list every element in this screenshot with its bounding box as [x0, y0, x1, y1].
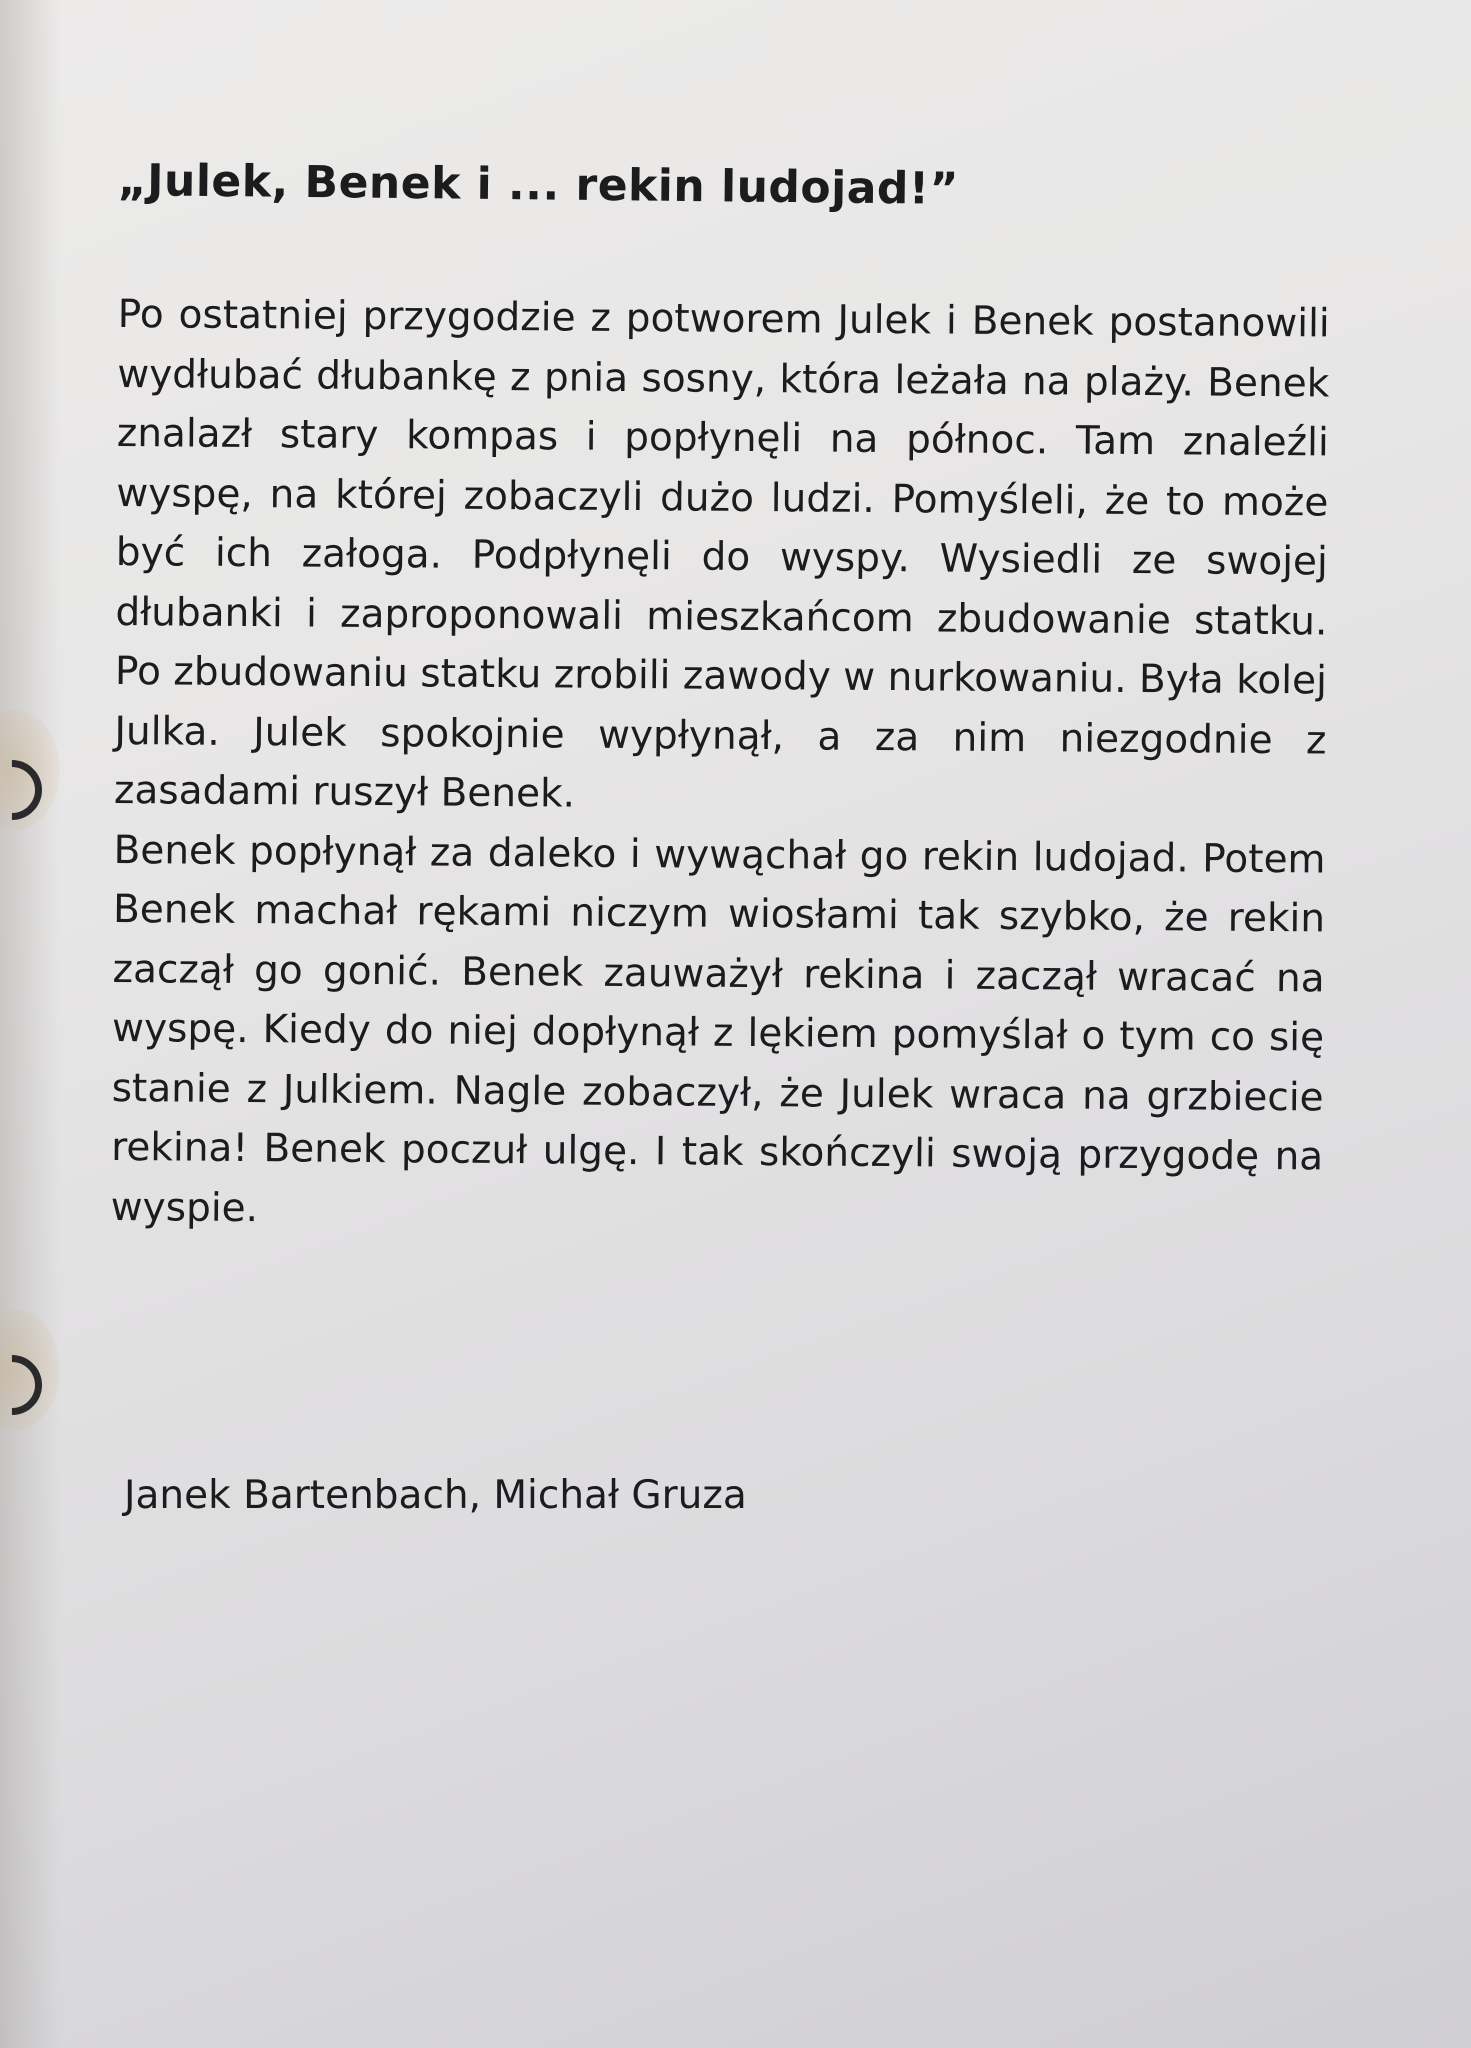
story-paragraph-2: Benek popłynął za daleko i wywąchał go rekin ludojad. Potem Benek machał rękami niczym wiosłami tak szybko, że rekin zaczął go gonić. Benek zauważył rekina i zaczął wracać na wyspę. Kiedy do niej dopłynął z lękiem pomyślał o tym co się stanie z Julkiem. Nagle zobaczył, że Julek wraca na grzbiecie rekina! Benek poczuł ulgę. I tak skończyli swoją przygodę na wyspie.: [110, 827, 1326, 1231]
story-title: „Julek, Benek i ... rekin ludojad!”: [117, 155, 960, 215]
story-paragraph-1: Po ostatniej przygodzie z potworem Julek i Benek postanowili wydłubać dłubankę z pnia sosny, która leżała na plaży. Benek znalazł stary kompas i popłynęli na północ. Tam znaleźli wyspę, na której zobaczyli dużo ludzi. Pomyśleli, że to może być ich załoga. Podpłynęli do wyspy. Wysiedli ze swojej dłubanki i zaproponowali mieszkańcom zbudowanie statku. Po zbudowaniu statku zrobili zawody w nurkowaniu. Była kolej Julka. Julek spokojnie wypłynął, a za nim niezgodnie z zasadami ruszył Benek.: [113, 291, 1330, 817]
story-authors: Janek Bartenbach, Michał Gruza: [124, 1473, 747, 1518]
story-body: [111, 285, 1330, 1246]
page-edge-shadow: [0, 0, 60, 2048]
